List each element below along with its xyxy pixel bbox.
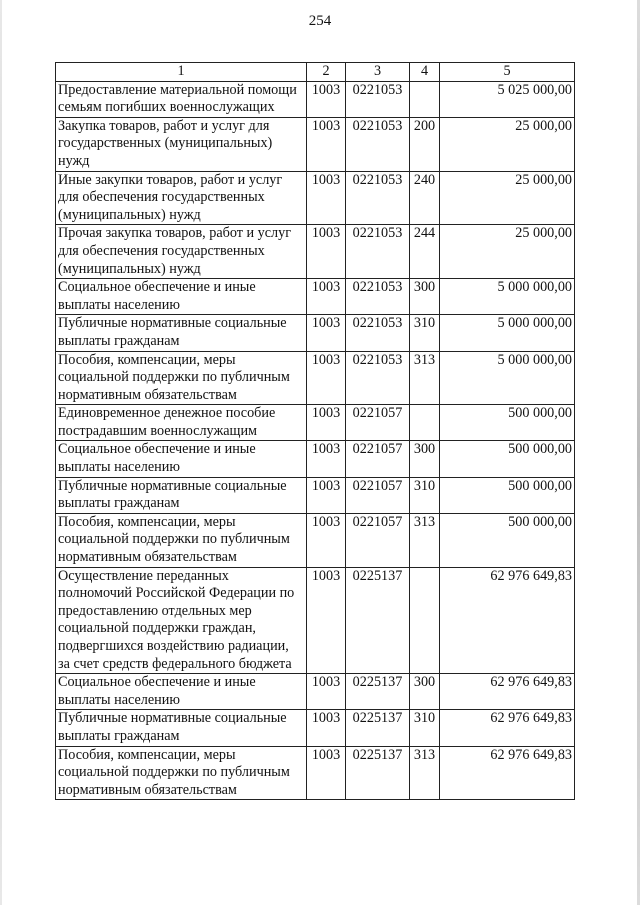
row-name-cell: Предоставление материальной помощи семьям погибших военнослужащих <box>56 81 307 117</box>
row-name-cell: Социальное обеспечение и иные выплаты населению <box>56 674 307 710</box>
row-expense-cell: 310 <box>410 710 440 746</box>
row-expense-cell: 310 <box>410 477 440 513</box>
row-name-cell: Социальное обеспечение и иные выплаты населению <box>56 441 307 477</box>
row-name-cell: Публичные нормативные социальные выплаты гражданам <box>56 315 307 351</box>
table-row <box>56 746 575 800</box>
row-name-cell: Пособия, компенсации, меры социальной поддержки по публичным нормативным обязательствам <box>56 513 307 567</box>
row-amount-cell: 62 976 649,83 <box>440 674 575 710</box>
row-expense-cell: 313 <box>410 513 440 567</box>
row-target-cell: 0221053 <box>346 117 410 171</box>
table-row <box>56 405 575 441</box>
row-amount-cell: 25 000,00 <box>440 117 575 171</box>
row-expense-cell: 310 <box>410 315 440 351</box>
row-expense-cell: 313 <box>410 746 440 800</box>
row-target-cell: 0221053 <box>346 81 410 117</box>
budget-table <box>55 62 575 800</box>
row-section-cell: 1003 <box>307 117 346 171</box>
row-expense-cell: 313 <box>410 351 440 405</box>
row-section-cell: 1003 <box>307 513 346 567</box>
row-amount-cell: 62 976 649,83 <box>440 710 575 746</box>
row-expense-cell: 200 <box>410 117 440 171</box>
table-row <box>56 315 575 351</box>
row-target-cell: 0221053 <box>346 315 410 351</box>
table-row <box>56 117 575 171</box>
row-name-cell: Социальное обеспечение и иные выплаты населению <box>56 279 307 315</box>
table-row <box>56 279 575 315</box>
row-target-cell: 0225137 <box>346 710 410 746</box>
row-section-cell: 1003 <box>307 746 346 800</box>
row-section-cell: 1003 <box>307 225 346 279</box>
row-target-cell: 0221057 <box>346 477 410 513</box>
row-amount-cell: 62 976 649,83 <box>440 567 575 674</box>
row-name-cell: Прочая закупка товаров, работ и услуг для обеспечения государственных (муниципальных) нужд <box>56 225 307 279</box>
row-amount-cell: 5 000 000,00 <box>440 351 575 405</box>
row-target-cell: 0225137 <box>346 674 410 710</box>
row-target-cell: 0221053 <box>346 171 410 225</box>
column-header-5: 5 <box>440 63 575 82</box>
row-target-cell: 0221057 <box>346 513 410 567</box>
row-expense-cell: 300 <box>410 441 440 477</box>
scan-edge-left <box>0 0 2 905</box>
row-section-cell: 1003 <box>307 171 346 225</box>
row-name-cell: Пособия, компенсации, меры социальной поддержки по публичным нормативным обязательствам <box>56 351 307 405</box>
row-target-cell: 0221057 <box>346 405 410 441</box>
row-expense-cell: 244 <box>410 225 440 279</box>
table-row <box>56 477 575 513</box>
row-section-cell: 1003 <box>307 441 346 477</box>
row-expense-cell: 240 <box>410 171 440 225</box>
table-row <box>56 351 575 405</box>
row-section-cell: 1003 <box>307 567 346 674</box>
row-target-cell: 0225137 <box>346 746 410 800</box>
row-target-cell: 0221053 <box>346 279 410 315</box>
row-name-cell: Публичные нормативные социальные выплаты гражданам <box>56 710 307 746</box>
row-target-cell: 0225137 <box>346 567 410 674</box>
row-amount-cell: 500 000,00 <box>440 405 575 441</box>
row-section-cell: 1003 <box>307 81 346 117</box>
row-name-cell: Иные закупки товаров, работ и услуг для обеспечения государственных (муниципальных) нужд <box>56 171 307 225</box>
row-section-cell: 1003 <box>307 351 346 405</box>
row-amount-cell: 500 000,00 <box>440 513 575 567</box>
row-amount-cell: 25 000,00 <box>440 171 575 225</box>
table-body <box>56 81 575 800</box>
row-name-cell: Осуществление переданных полномочий Российской Федерации по предоставлению отдельных мер социальной поддержки граждан, подвергшихся воздействию радиации, за счет средств федерального бюджета <box>56 567 307 674</box>
row-amount-cell: 500 000,00 <box>440 441 575 477</box>
row-target-cell: 0221053 <box>346 351 410 405</box>
row-target-cell: 0221057 <box>346 441 410 477</box>
row-expense-cell: 300 <box>410 674 440 710</box>
row-name-cell: Публичные нормативные социальные выплаты гражданам <box>56 477 307 513</box>
table-row <box>56 81 575 117</box>
row-amount-cell: 62 976 649,83 <box>440 746 575 800</box>
table-row <box>56 674 575 710</box>
column-header-3: 3 <box>346 63 410 82</box>
row-name-cell: Закупка товаров, работ и услуг для государственных (муниципальных) нужд <box>56 117 307 171</box>
row-section-cell: 1003 <box>307 279 346 315</box>
row-name-cell: Единовременное денежное пособие пострадавшим военнослужащим <box>56 405 307 441</box>
row-section-cell: 1003 <box>307 315 346 351</box>
row-expense-cell: 300 <box>410 279 440 315</box>
row-expense-cell <box>410 405 440 441</box>
row-expense-cell <box>410 81 440 117</box>
row-amount-cell: 5 000 000,00 <box>440 279 575 315</box>
row-expense-cell <box>410 567 440 674</box>
row-name-cell: Пособия, компенсации, меры социальной поддержки по публичным нормативным обязательствам <box>56 746 307 800</box>
row-target-cell: 0221053 <box>346 225 410 279</box>
table-row <box>56 171 575 225</box>
table-row <box>56 441 575 477</box>
column-header-1: 1 <box>56 63 307 82</box>
page-number: 254 <box>308 13 332 29</box>
table-row <box>56 710 575 746</box>
column-header-2: 2 <box>307 63 346 82</box>
row-section-cell: 1003 <box>307 405 346 441</box>
row-section-cell: 1003 <box>307 710 346 746</box>
row-amount-cell: 5 000 000,00 <box>440 315 575 351</box>
table-row <box>56 513 575 567</box>
row-section-cell: 1003 <box>307 674 346 710</box>
row-amount-cell: 500 000,00 <box>440 477 575 513</box>
table-row <box>56 225 575 279</box>
column-header-4: 4 <box>410 63 440 82</box>
row-amount-cell: 5 025 000,00 <box>440 81 575 117</box>
table-header-row <box>56 63 575 82</box>
row-section-cell: 1003 <box>307 477 346 513</box>
row-amount-cell: 25 000,00 <box>440 225 575 279</box>
table-row <box>56 567 575 674</box>
